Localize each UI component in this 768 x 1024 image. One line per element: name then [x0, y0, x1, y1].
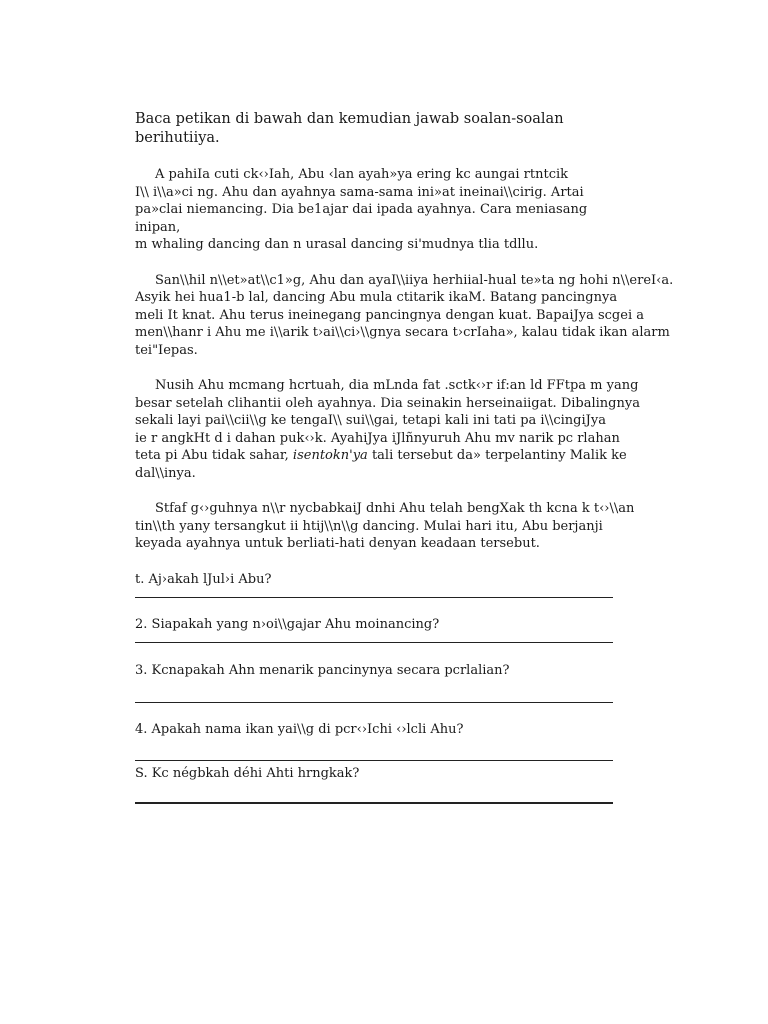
passage-line-with-italic: [135, 447, 625, 465]
passage-paragraph-1: [135, 166, 625, 254]
passage-line: tin\\th yany tersangkut ii htij\\n\\g dancing. Mulai hari itu, Abu berjanji: [135, 518, 603, 534]
passage-line-end: tali tersebut da» terpelantiny Malik ke: [371, 448, 627, 463]
passage-line: ie r angkHt d i dahan puk‹›k. AyahiJya iJlñnyuruh Ahu mv narik pc rlahan: [135, 430, 620, 446]
worksheet: [135, 110, 674, 804]
instruction-line: Baca petikan di bawah dan kemudian jawab soalan-soalan: [135, 111, 564, 127]
passage-line: pa»clai niemancing. Dia be1ajar dai ipada ayahnya. Cara meniasang: [135, 202, 588, 217]
passage-line: tei"Iepas.: [135, 342, 198, 358]
passage-line: men\\hanr i Ahu me i\\arik t›ai\\ci›\\gnya secara t›crIaha», kalau tidak ikan alarm: [135, 325, 670, 340]
passage-line: Nusih Ahu mcmang hcrtuah, dia mLnda fat .sctk‹›r if:an ld FFtpa m yang: [155, 378, 639, 393]
passage-line: meli It knat. Ahu terus ineinegang pancingnya dengan kuat. BapaiJya scgei a: [135, 307, 644, 323]
passage-line: m whaling dancing dan n urasal dancing si'mudnya tlia tdllu.: [135, 237, 539, 252]
answer-line-3[interactable]: [135, 702, 613, 703]
passage-paragraph-2: [135, 272, 674, 360]
passage-line: A pahiIa cuti ck‹›Iah, Abu ‹lan ayah»ya ering kc aungai rtntcik: [155, 167, 569, 182]
answer-line-2[interactable]: [135, 642, 613, 643]
question-1: t. Aj›akah lJul›i Abu?: [135, 571, 272, 587]
answer-line-1[interactable]: [135, 597, 613, 598]
question-4: 4. Apakah nama ikan yai\\g di pcr‹›Ichi ‹›lcli Ahu?: [135, 721, 464, 737]
question-5: S. Kc négbkah déhi Ahti hrngkak?: [135, 765, 360, 781]
answer-line-4[interactable]: [135, 760, 613, 761]
passage-line: Asyik hei hua1-b lal, dancing Abu mula ctitarik ikaM. Batang pancingnya: [135, 290, 618, 305]
passage-line: San\\hil n\\et»at\\c1»g, Ahu dan ayaI\\iiya herhiial-hual te»ta ng hohi n\\ereI‹a.: [155, 272, 674, 288]
question-2: 2. Siapakah yang n›oi\\gajar Ahu moinancing?: [135, 616, 440, 632]
instruction-text: [135, 110, 625, 148]
italic-phrase: isentokn'ya: [292, 448, 368, 463]
answer-line-5[interactable]: [135, 802, 613, 804]
passage-line: I\\ i\\a»ci ng. Ahu dan ayahnya sama-sama ini»at ineinai\\cirig. Artai: [135, 184, 584, 200]
passage-line: dal\\inya.: [135, 465, 196, 481]
passage-paragraph-3: [135, 377, 640, 482]
passage-line: sekali layi pai\\cii\\g ke tengaI\\ sui\\gai, tetapi kali ini tati pa i\\cingiJya: [135, 413, 606, 428]
passage-line: keyada ayahnya untuk berliati-hati denyan keadaan tersebut.: [135, 536, 540, 551]
question-list: [135, 571, 625, 804]
passage-line-start: teta pi Abu tidak sahar,: [135, 448, 289, 463]
passage-paragraph-4: [135, 500, 635, 553]
passage-line: besar setelah clihantii oleh ayahnya. Dia seinakin herseinaiigat. Dibalingnya: [135, 395, 640, 411]
passage-line: inipan,: [135, 219, 181, 235]
passage-line: Stfaf g‹›guhnya n\\r nycbabkaiJ dnhi Ahu telah bengXak th kcna k t‹›\\an: [155, 501, 635, 516]
question-3: 3. Kcnapakah Ahn menarik pancinynya secara pcrlalian?: [135, 662, 510, 678]
instruction-line: berihutiiya.: [135, 130, 220, 146]
